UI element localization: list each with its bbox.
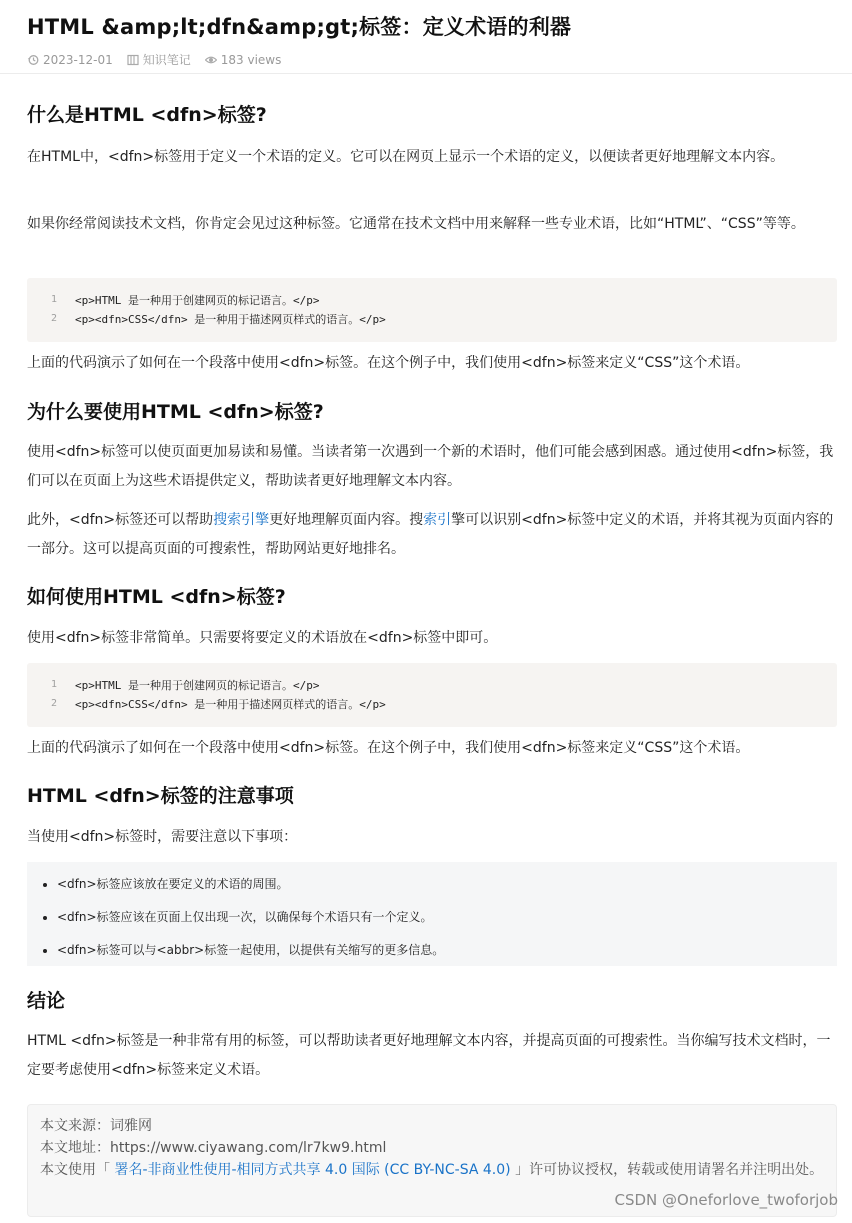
text-segment: 本文使用「 xyxy=(40,1162,115,1178)
category-text: 知识笔记 xyxy=(142,53,191,67)
section-heading-how: 如何使用HTML <dfn>标签? xyxy=(27,586,286,608)
section-heading-notes: HTML <dfn>标签的注意事项 xyxy=(27,785,294,807)
history-icon xyxy=(27,54,39,66)
code-line xyxy=(27,694,837,713)
eye-icon xyxy=(205,54,217,66)
article-header xyxy=(0,0,852,74)
line-number: 1 xyxy=(50,679,57,690)
line-number: 2 xyxy=(50,313,57,324)
paragraph: 上面的代码演示了如何在一个段落中使用<dfn>标签。在这个例子中，我们使用<dfn>标签来定义“CSS”这个术语。 xyxy=(27,355,750,371)
source-url-line: 本文地址：https://www.ciyawang.com/lr7kw9.html xyxy=(40,1140,387,1156)
code-block xyxy=(27,663,837,727)
code-line xyxy=(27,290,837,309)
code-text: <p>HTML 是一种用于创建网页的标记语言。</p> xyxy=(75,293,320,307)
category-meta[interactable] xyxy=(127,51,191,68)
code-text: <p><dfn>CSS</dfn> 是一种用于描述网页样式的语言。</p> xyxy=(75,312,386,326)
date-meta xyxy=(27,53,113,67)
text-segment: 」许可协议授权，转载或使用请署名并注明出处。 xyxy=(510,1162,824,1178)
text-segment: 擎可以识别<dfn>标签中定义的术语，并将其视为页面内容的一部分。这可以提高页面的可搜索性，帮助网站更好地排名。 xyxy=(27,512,834,557)
search-engine-link[interactable]: 搜索引擎 xyxy=(213,512,270,528)
section-heading-why: 为什么要使用HTML <dfn>标签? xyxy=(27,401,324,423)
license-line xyxy=(40,1159,824,1181)
paragraph-with-links xyxy=(27,506,837,564)
list-item: • <dfn>标签可以与<abbr>标签一起使用，以提供有关缩写的更多信息。 xyxy=(57,934,837,967)
code-text: <p><dfn>CSS</dfn> 是一种用于描述网页样式的语言。</p> xyxy=(75,697,386,711)
index-link[interactable]: 索引 xyxy=(423,512,452,528)
list-item: • <dfn>标签应该放在要定义的术语的周围。 xyxy=(57,868,837,901)
list-item: • <dfn>标签应该在页面上仅出现一次，以确保每个术语只有一个定义。 xyxy=(57,901,837,934)
text-segment: 更好地理解页面内容。搜 xyxy=(269,512,424,528)
section-heading-what: 什么是HTML <dfn>标签? xyxy=(27,104,267,126)
paragraph: 在HTML中，<dfn>标签用于定义一个术语的定义。它可以在网页上显示一个术语的定义，以便读者更好地理解文本内容。 xyxy=(27,149,785,165)
code-block xyxy=(27,278,837,342)
license-link[interactable]: 署名-非商业性使用-相同方式共享 4.0 国际 (CC BY-NC-SA 4.0) xyxy=(114,1162,511,1178)
csdn-watermark: CSDN @Oneforlove_twoforjob xyxy=(614,1191,838,1209)
book-icon xyxy=(127,54,139,66)
date-text: 2023-12-01 xyxy=(43,52,113,67)
code-line xyxy=(27,309,837,328)
code-text: <p>HTML 是一种用于创建网页的标记语言。</p> xyxy=(75,678,320,692)
page-title: HTML &amp;lt;dfn&amp;gt;标签：定义术语的利器 xyxy=(27,15,572,39)
paragraph: 使用<dfn>标签非常简单。只需要将要定义的术语放在<dfn>标签中即可。 xyxy=(27,630,498,646)
paragraph: HTML <dfn>标签是一种非常有用的标签，可以帮助读者更好地理解文本内容，并提高页面的可搜索性。当你编写技术文档时，一定要考虑使用<dfn>标签来定义术语。 xyxy=(27,1033,831,1078)
article-meta xyxy=(27,51,825,68)
paragraph: 使用<dfn>标签可以使页面更加易读和易懂。当读者第一次遇到一个新的术语时，他们可能会感到困惑。通过使用<dfn>标签，我们可以在页面上为这些术语提供定义，帮助读者更好地理解文本内容。 xyxy=(27,444,834,489)
views-text: 183 views xyxy=(220,52,282,67)
line-number: 1 xyxy=(50,294,57,305)
code-line xyxy=(27,675,837,694)
text-segment: 此外，<dfn>标签还可以帮助 xyxy=(27,512,214,528)
notes-list-box xyxy=(27,862,837,966)
line-number: 2 xyxy=(50,698,57,709)
source-line: 本文来源：词雅网 xyxy=(40,1118,152,1134)
paragraph: 当使用<dfn>标签时，需要注意以下事项： xyxy=(27,829,298,845)
section-heading-conclusion: 结论 xyxy=(27,990,66,1012)
paragraph: 上面的代码演示了如何在一个段落中使用<dfn>标签。在这个例子中，我们使用<dfn>标签来定义“CSS”这个术语。 xyxy=(27,740,750,756)
paragraph: 如果你经常阅读技术文档，你肯定会见过这种标签。它通常在技术文档中用来解释一些专业术语，比如“HTML”、“CSS”等等。 xyxy=(27,216,805,232)
views-meta xyxy=(205,53,282,67)
notes-list xyxy=(27,868,837,967)
